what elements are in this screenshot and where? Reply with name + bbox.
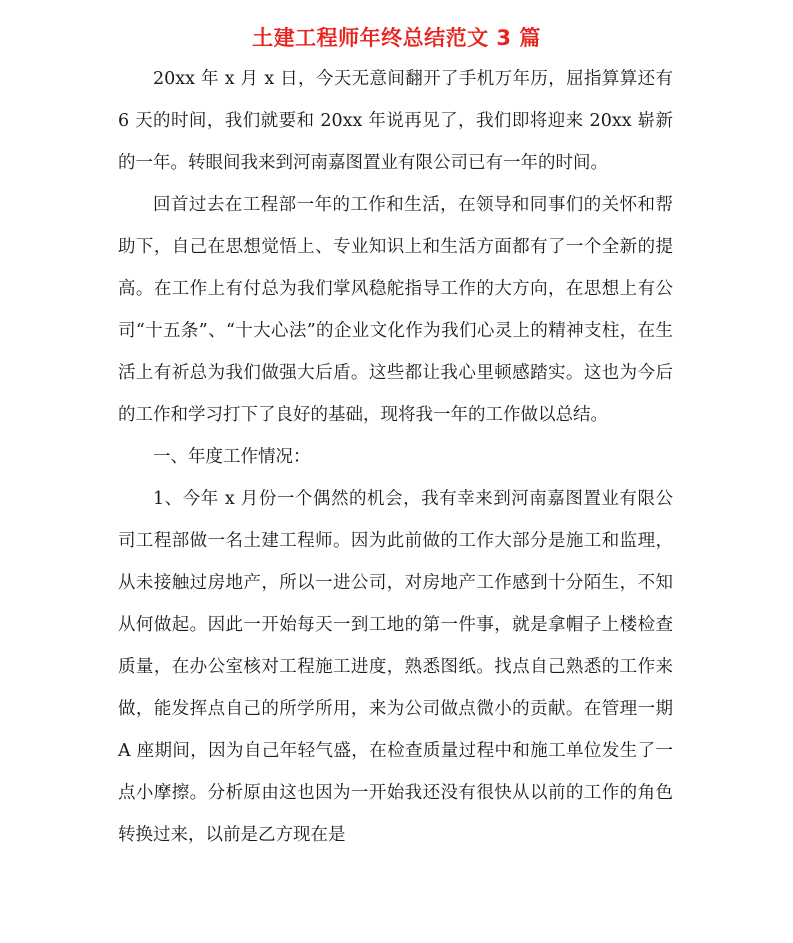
paragraph-review: 回首过去在工程部一年的工作和生活，在领导和同事们的关怀和帮助下，自己在思想觉悟上、专业知识上和生活方面都有了一个全新的提高。在工作上有付总为我们掌风稳舵指导工作的大方向，在思想上有公司“十五条”、“十大心法”的企业文化作为我们心灵上的精神支柱，在生活上有祈总为我们做强大后盾。这些都让我心里顿感踏实。这也为今后的工作和学习打下了良好的基础，现将我一年的工作做以总结。 bbox=[118, 195, 673, 425]
paragraph-intro: 20xx 年 x 月 x 日，今天无意间翻开了手机万年历，屈指算算还有 6 天的时间，我们就要和 20xx 年说再见了，我们即将迎来 20xx 崭新的一年。转眼间我来到河南嘉图置业有限公司已有一年的时间。 bbox=[118, 69, 673, 173]
document-title: 土建工程师年终总结范文 3 篇 bbox=[252, 26, 541, 50]
document-body bbox=[118, 58, 673, 856]
section-heading-annual-work: 一、年度工作情况： bbox=[153, 447, 311, 467]
paragraph-item-1: 1、今年 x 月份一个偶然的机会，我有幸来到河南嘉图置业有限公司工程部做一名土建工程师。因为此前做的工作大部分是施工和监理，从未接触过房地产，所以一进公司，对房地产工作感到十分陌生，不知从何做起。因此一开始每天一到工地的第一件事，就是拿帽子上楼检查质量，在办公室核对工程施工进度，熟悉图纸。找点自己熟悉的工作来做，能发挥点自己的所学所用，来为公司做点微小的贡献。在管理一期 A 座期间，因为自己年轻气盛，在检查质量过程中和施工单位发生了一点小摩擦。分析原由这也因为一开始我还没有很快从以前的工作的角色转换过来，以前是乙方现在是 bbox=[118, 489, 673, 845]
